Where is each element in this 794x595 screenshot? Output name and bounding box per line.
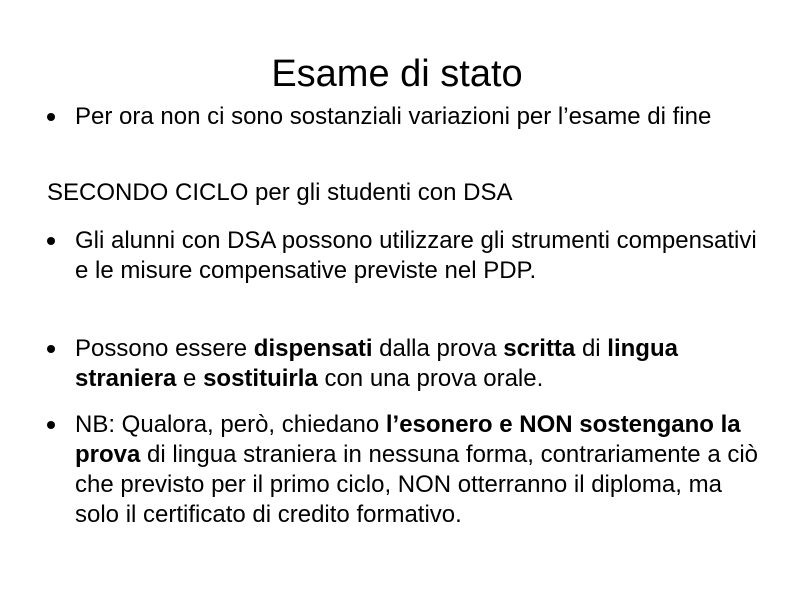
bullet-item-2: [75, 226, 765, 286]
bullet-dot-icon: [47, 345, 55, 353]
bullet-item-3: [75, 334, 765, 394]
bullet-3-text-4: e: [176, 365, 204, 392]
section-heading: SECONDO CICLO per gli studenti con DSA: [47, 179, 513, 206]
bullet-dot-icon: [47, 237, 55, 245]
slide-title: Esame di stato: [271, 53, 523, 95]
bullet-3-bold-scritta: scritta: [503, 335, 576, 362]
bullet-3-bold-sostituirla: sostituirla: [203, 365, 318, 392]
bullet-4-bold-esonero: l’esonero e NON sostengano la prova: [75, 411, 741, 468]
bullet-3-text-3: di: [575, 335, 608, 362]
bullet-dot-icon: [47, 421, 55, 429]
bullet-item-1: [75, 102, 765, 132]
bullet-4-text-1: NB: Qualora, però, chiedano: [75, 411, 386, 438]
bullet-1-text: Per ora non ci sono sostanziali variazioni per l’esame di fine: [75, 103, 712, 130]
bullet-3-text-5: con una prova orale.: [317, 365, 544, 392]
bullet-4-text-2: di lingua straniera in nessuna forma, contrariamente a ciò che previsto per il primo ciclo, NON otterranno il diploma, ma solo il certificato di credito formativo.: [75, 441, 759, 528]
bullet-3-text-1: Possono essere: [75, 335, 254, 362]
bullet-2-text: Gli alunni con DSA possono utilizzare gli strumenti compensativi e le misure compensative previste nel PDP.: [75, 227, 757, 284]
bullet-item-4: [75, 410, 765, 530]
bullet-dot-icon: [47, 113, 55, 121]
bullet-3-text-2: dalla prova: [372, 335, 504, 362]
bullet-3-bold-lingua-straniera: lingua straniera: [75, 335, 678, 392]
bullet-3-bold-dispensati: dispensati: [253, 335, 373, 362]
